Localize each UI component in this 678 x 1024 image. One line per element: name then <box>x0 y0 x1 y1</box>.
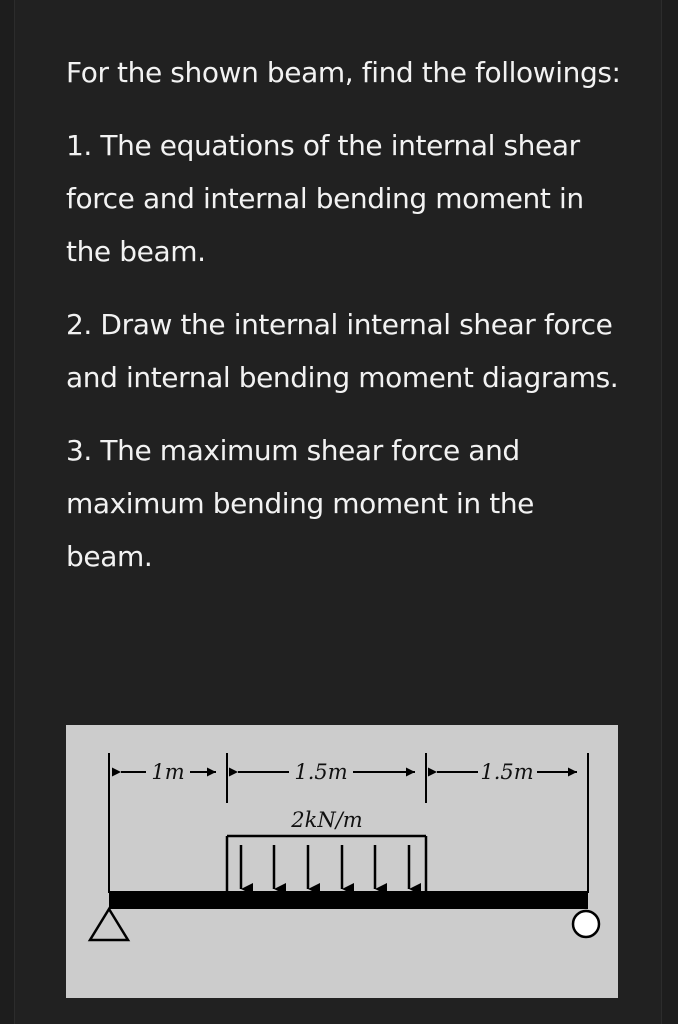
question-item-3: 3. The maximum shear force and maximum bending moment in the beam. <box>66 434 535 573</box>
question-text <box>66 46 626 583</box>
dimension-label-3: 1.5m <box>480 760 534 784</box>
beam-figure <box>66 725 618 998</box>
dimension-label-1: 1m <box>151 760 185 784</box>
question-item-2: 2. Draw the internal internal shear force and internal bending moment diagrams. <box>66 308 619 394</box>
distributed-load-label: 2kN/m <box>291 808 363 832</box>
roller-support-icon <box>573 911 599 937</box>
beam <box>109 891 588 909</box>
question-item-1: 1. The equations of the internal shear force and internal bending moment in the beam. <box>66 129 584 268</box>
dimension-label-2: 1.5m <box>294 760 348 784</box>
question-intro: For the shown beam, find the followings: <box>66 56 621 89</box>
pin-support-icon <box>90 909 128 940</box>
distributed-load <box>227 836 426 891</box>
beam-diagram <box>66 725 618 998</box>
